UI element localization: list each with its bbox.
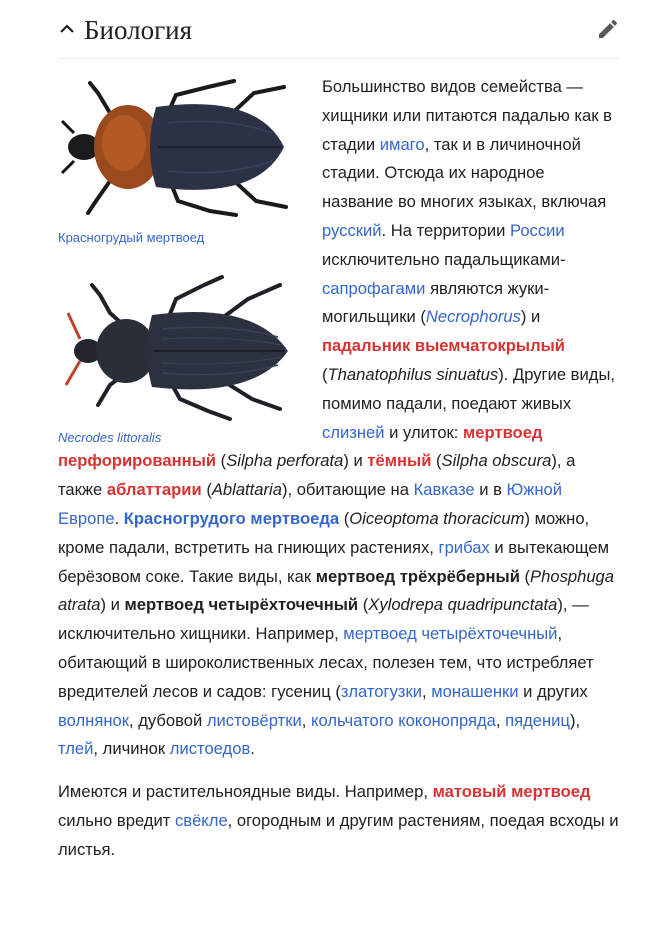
- text: и вытекающем берёзовом соке. Такие виды, как: [58, 537, 609, 586]
- text: ), — исключительно хищники. Например,: [58, 595, 589, 644]
- text: ,: [301, 710, 312, 730]
- link-russia[interactable]: России: [509, 220, 565, 240]
- text: (: [201, 480, 212, 500]
- text: (: [216, 451, 227, 471]
- text: , дубовой: [128, 710, 207, 730]
- text: .: [114, 508, 124, 528]
- link-listovertka[interactable]: листовёртки: [206, 710, 302, 730]
- text: (: [519, 566, 531, 586]
- text: исключительно падальщиками-: [322, 249, 566, 269]
- text: , обитающий в широколиственных лесах, полезен тем, что истребляет вредителей лесов и садов: гусениц (: [58, 624, 594, 701]
- chevron-up-icon[interactable]: [58, 18, 80, 40]
- text: сильно вредит: [58, 810, 175, 830]
- redlink-matte[interactable]: матовый мертвоед: [432, 782, 591, 802]
- beetle-photo-1[interactable]: [58, 73, 308, 223]
- text: ) и: [343, 451, 368, 471]
- latin-name: Phosphuga atrata: [58, 566, 615, 615]
- text: ) и: [520, 307, 541, 327]
- link-aphids[interactable]: тлей: [58, 739, 94, 759]
- bold-term: мертвоед трёхрёберный: [315, 566, 520, 586]
- beetle-photo-2[interactable]: [58, 273, 308, 423]
- latin-name: Thanatophilus sinuatus: [327, 364, 499, 384]
- paragraph-2: [58, 778, 620, 864]
- text: ). Другие виды, помимо падали, поедают живых: [322, 364, 615, 413]
- redlink-perforated[interactable]: мертвоед перфорированный: [58, 422, 543, 471]
- text: , огородным и другим растениям, поедая всходы и листья.: [58, 810, 619, 859]
- latin-name: Silpha perforata: [226, 451, 344, 471]
- text: являются жуки-могильщики (: [322, 278, 550, 327]
- text: Имеются и растительноядные виды. Например,: [58, 782, 433, 802]
- figure-caption-2[interactable]: Necrodes littoralis: [58, 430, 162, 445]
- latin-name: Ablattaria: [211, 480, 282, 500]
- redlink-dark[interactable]: тёмный: [367, 451, 432, 471]
- link-beet[interactable]: свёкле: [174, 810, 228, 830]
- text: (: [431, 451, 442, 471]
- text: ), а также: [58, 451, 576, 500]
- link-necrophorus[interactable]: [426, 307, 521, 326]
- text: (: [339, 508, 350, 528]
- text: , так и в личиночной стадии. Отсюда их народное название во многих языках, включая: [322, 134, 607, 212]
- text: Большинство видов семейства — хищники или питаются падалью как в стадии: [322, 77, 612, 154]
- latin-name: Silpha obscura: [441, 451, 552, 471]
- link-caucasus[interactable]: Кавказе: [413, 480, 475, 500]
- figure-necrodes-littoralis[interactable]: [58, 273, 308, 447]
- text: ) можно, кроме падали, встретить на гниющих растениях,: [58, 508, 590, 557]
- section-title: Биология: [84, 14, 193, 45]
- text: и других: [518, 681, 588, 701]
- link-monashenka[interactable]: монашенки: [431, 681, 519, 701]
- link-leaf-beetles[interactable]: листоедов: [169, 739, 251, 759]
- section-content: [58, 59, 620, 865]
- text: ),: [569, 710, 581, 730]
- latin-name: Oiceoptoma thoracicum: [349, 508, 525, 528]
- pencil-icon[interactable]: [596, 17, 620, 41]
- text: и в: [474, 480, 507, 500]
- bold-term: мертвоед четырёхточечный: [124, 595, 359, 615]
- section-header[interactable]: [58, 0, 620, 59]
- figure-red-breasted-carrion-beetle[interactable]: [58, 73, 308, 247]
- link-imago[interactable]: имаго: [379, 134, 425, 154]
- link-red-breasted[interactable]: Красногрудого мертвоеда: [123, 508, 340, 528]
- text: ,: [422, 681, 432, 701]
- link-text[interactable]: Necrophorus: [425, 307, 521, 327]
- figure-column: [58, 73, 308, 447]
- link-kokonopryad[interactable]: кольчатого коконопряда: [311, 710, 496, 730]
- link-zlatoguzka[interactable]: златогузки: [340, 681, 423, 701]
- redlink-padalnik[interactable]: падальник выемчатокрылый: [322, 336, 565, 356]
- text: (: [322, 364, 328, 384]
- figure-caption-1[interactable]: Красногрудый мертвоед: [58, 230, 205, 245]
- link-fungi[interactable]: грибах: [438, 537, 490, 557]
- text: (: [358, 595, 369, 615]
- latin-name: Xylodrepa quadripunctata: [368, 595, 558, 615]
- text: . На территории: [381, 220, 510, 240]
- text: и улиток:: [384, 422, 464, 442]
- link-four-spotted[interactable]: мертвоед четырёхточечный: [343, 624, 558, 644]
- link-southern-europe[interactable]: Южной Европе: [58, 480, 563, 528]
- text: ,: [495, 710, 506, 730]
- link-russian[interactable]: русский: [322, 220, 382, 240]
- text: , личинок: [93, 739, 170, 759]
- link-pyadenitsy[interactable]: пядениц: [505, 710, 570, 730]
- text: ), обитающие на: [281, 480, 414, 500]
- link-saprophages[interactable]: сапрофагами: [322, 278, 426, 298]
- link-slugs[interactable]: слизней: [322, 422, 385, 442]
- redlink-ablattaria[interactable]: аблаттарии: [106, 480, 202, 500]
- text: .: [250, 739, 255, 759]
- text: ) и: [100, 595, 125, 615]
- link-volnyanki[interactable]: волнянок: [58, 710, 129, 730]
